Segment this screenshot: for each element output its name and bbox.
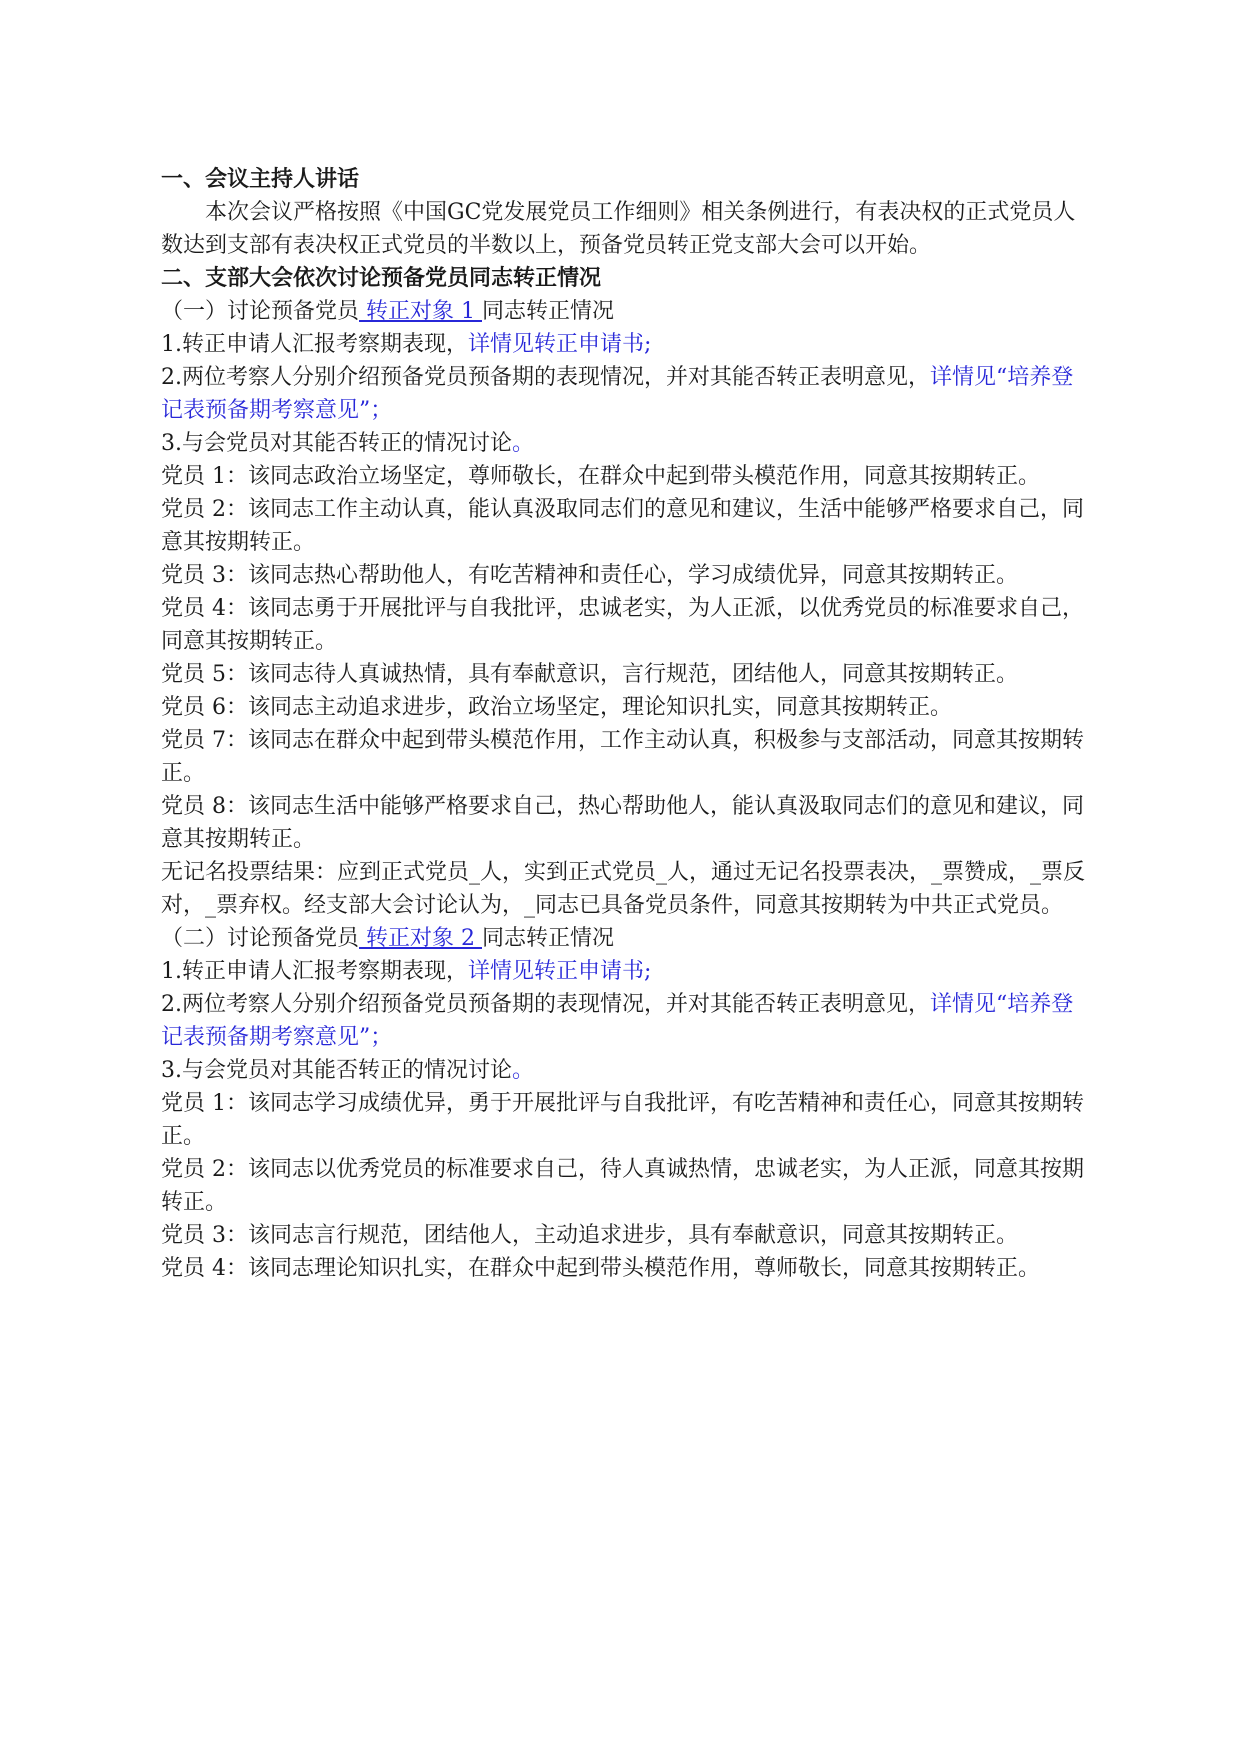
section-2-title: 二、支部大会依次讨论预备党员同志转正情况	[161, 266, 602, 291]
part-2-step-1-text: 1.转正申请人汇报考察期表现，	[161, 959, 468, 984]
part-2-comment: 党员 3：该同志言行规范，团结他人，主动追求进步，具有奉献意识，同意其按期转正。	[161, 1223, 1018, 1248]
part-1-step-1-text: 1.转正申请人汇报考察期表现，	[161, 332, 468, 357]
part-1-comment: 党员 8：该同志生活中能够严格要求自己，热心帮助他人，能认真汲取同志们的意见和建议，同意其按期转正。	[161, 794, 1084, 852]
part-1-comment: 党员 4：该同志勇于开展批评与自我批评，忠诚老实，为人正派，以优秀党员的标准要求自己，同意其按期转正。	[161, 596, 1084, 654]
part-2-step-2-note: 详情见“培养登记表预备期考察意见”；	[161, 992, 1074, 1050]
section-1-body: 本次会议严格按照《中国GC党发展党员工作细则》相关条例进行，有表决权的正式党员人数达到支部有表决权正式党员的半数以上，预备党员转正党支部大会可以开始。	[161, 200, 1076, 258]
part-2-heading-suffix: 同志转正情况	[482, 926, 615, 951]
part-1-subject-link[interactable]: 转正对象 1	[359, 299, 482, 324]
part-2-heading-prefix: （二）讨论预备党员	[161, 926, 360, 951]
part-2-comment: 党员 4：该同志理论知识扎实，在群众中起到带头模范作用，尊师敬长，同意其按期转正。	[161, 1256, 1040, 1281]
part-2-step-1-note: 详情见转正申请书;	[468, 959, 652, 984]
part-1-step-2-text: 2.两位考察人分别介绍预备党员预备期的表现情况，并对其能否转正表明意见，	[161, 365, 930, 390]
part-1-step-1-note: 详情见转正申请书;	[468, 332, 652, 357]
part-1-step-3-note: 。	[512, 431, 535, 456]
part-1-comment: 党员 2：该同志工作主动认真，能认真汲取同志们的意见和建议，生活中能够严格要求自己，同意其按期转正。	[161, 497, 1084, 555]
part-2-comment: 党员 2：该同志以优秀党员的标准要求自己，待人真诚热情，忠诚老实，为人正派，同意其按期转正。	[161, 1157, 1084, 1215]
part-2-heading	[161, 922, 1091, 955]
part-2-subject-link[interactable]: 转正对象 2	[359, 926, 482, 951]
part-1-vote-result: 无记名投票结果：应到正式党员_人，实到正式党员_人，通过无记名投票表决，_票赞成，_票反对，_票弃权。经支部大会讨论认为，_同志已具备党员条件，同意其按期转为中共正式党员。	[161, 860, 1086, 918]
part-1-step-1	[161, 328, 1091, 361]
part-2-step-2	[161, 988, 1091, 1054]
part-1-comment: 党员 3：该同志热心帮助他人，有吃苦精神和责任心，学习成绩优异，同意其按期转正。	[161, 563, 1018, 588]
part-1-heading	[161, 295, 1091, 328]
part-2-step-3-note: 。	[512, 1058, 535, 1083]
part-1-heading-prefix: （一）讨论预备党员	[161, 299, 360, 324]
part-1-comment: 党员 5：该同志待人真诚热情，具有奉献意识，言行规范，团结他人，同意其按期转正。	[161, 662, 1018, 687]
part-2-comment: 党员 1：该同志学习成绩优异，勇于开展批评与自我批评，有吃苦精神和责任心，同意其按期转正。	[161, 1091, 1084, 1149]
part-2-step-3-text: 3.与会党员对其能否转正的情况讨论	[161, 1058, 512, 1083]
part-1-step-2	[161, 361, 1091, 427]
part-1-comment: 党员 7：该同志在群众中起到带头模范作用，工作主动认真，积极参与支部活动，同意其按期转正。	[161, 728, 1084, 786]
part-2-step-2-text: 2.两位考察人分别介绍预备党员预备期的表现情况，并对其能否转正表明意见，	[161, 992, 930, 1017]
part-2-step-3	[161, 1054, 1091, 1087]
part-1-step-3	[161, 427, 1091, 460]
part-1-comment: 党员 1：该同志政治立场坚定，尊师敬长，在群众中起到带头模范作用，同意其按期转正。	[161, 464, 1040, 489]
part-1-step-2-note: 详情见“培养登记表预备期考察意见”；	[161, 365, 1074, 423]
part-1-step-3-text: 3.与会党员对其能否转正的情况讨论	[161, 431, 512, 456]
section-1-title: 一、会议主持人讲话	[161, 167, 360, 192]
part-2-step-1	[161, 955, 1091, 988]
part-1-heading-suffix: 同志转正情况	[482, 299, 615, 324]
document-body	[161, 163, 1091, 1285]
part-1-comment: 党员 6：该同志主动追求进步，政治立场坚定，理论知识扎实，同意其按期转正。	[161, 695, 952, 720]
